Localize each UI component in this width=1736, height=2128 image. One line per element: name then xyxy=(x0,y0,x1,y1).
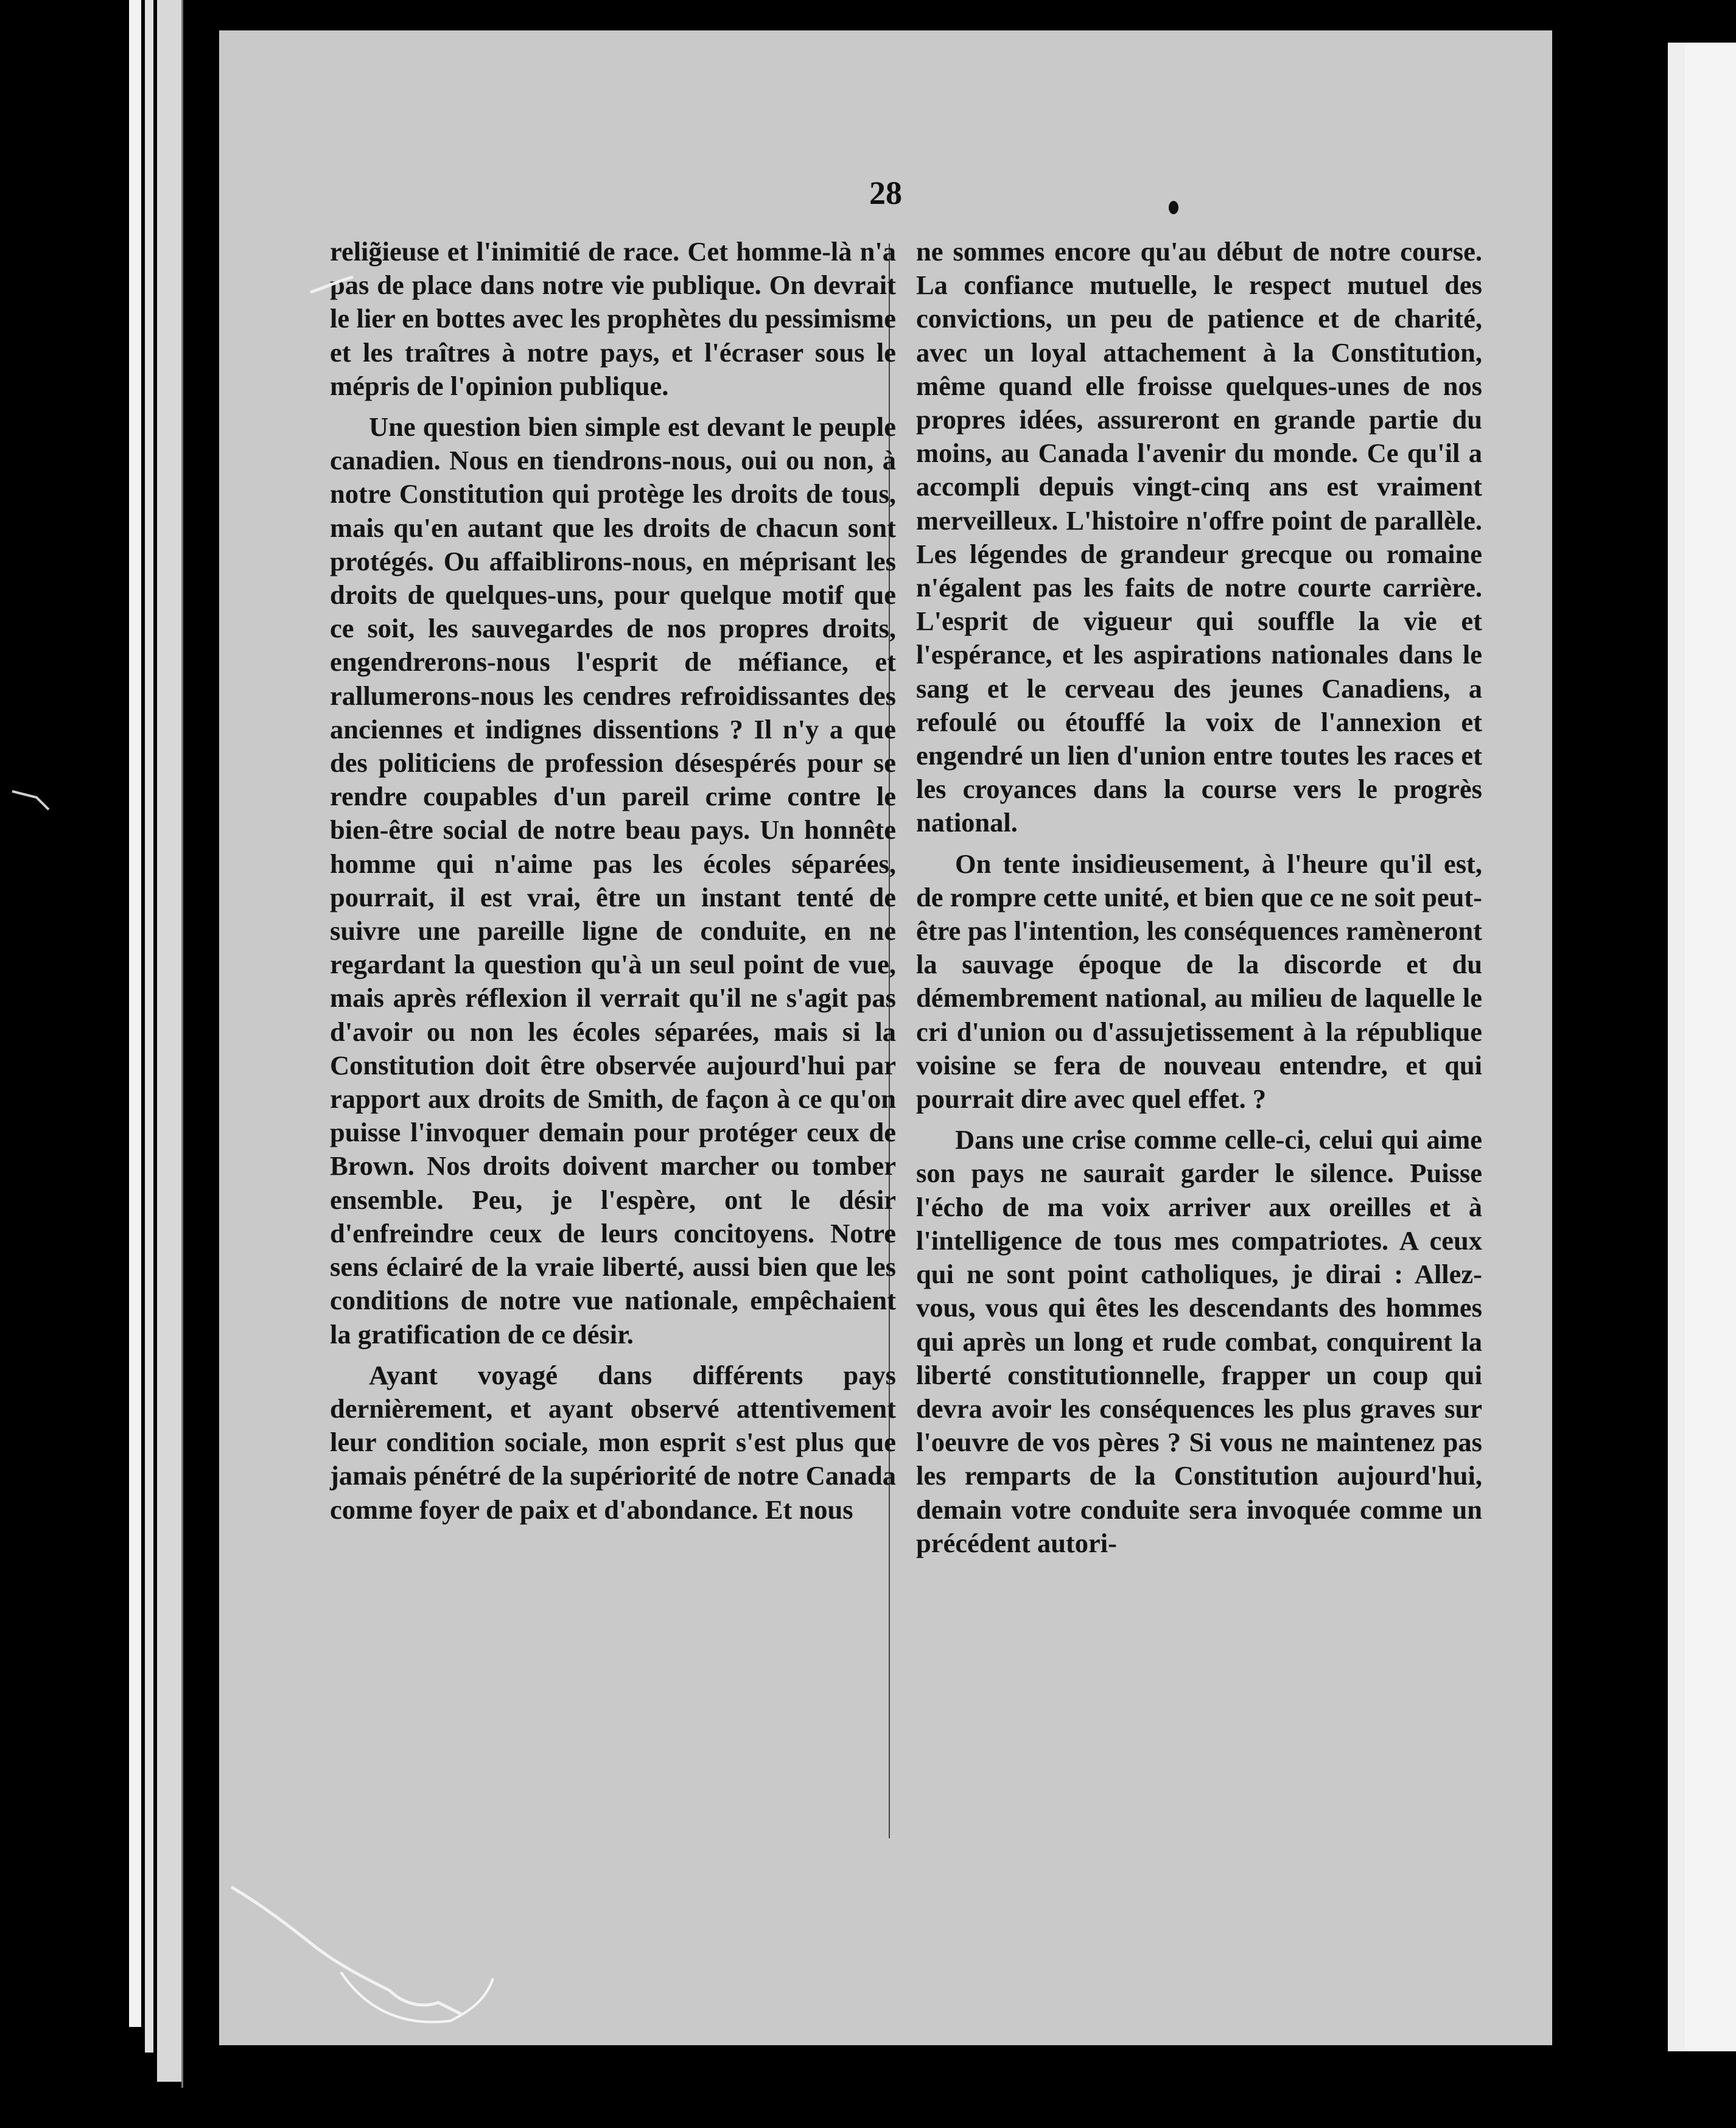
adjacent-page-inner xyxy=(1685,43,1736,2051)
page-edge xyxy=(157,0,181,2082)
page-edge-line xyxy=(181,0,183,2088)
hair-artifact xyxy=(12,791,49,810)
page-edge xyxy=(145,0,153,2053)
paragraph: ne sommes encore qu'au début de notre course. La confiance mutuelle, le respect mutuel des convictions, un peu de patience et de charité, avec un loyal attachement à la Constitution, même quand elle froisse quelques-unes de nos propres idées, assureront en grande partie du moins, au Canada l'avenir du monde. Ce qu'il a accompli depuis vingt-cinq ans est vraiment merveilleux. L'histoire n'offre point de parallèle. Les légendes de grandeur grecque ou romaine n'égalent pas les faits de notre courte carrière. L'esprit de vigueur qui souffle la vie et l'espérance, et les aspirations nationales dans le sang et le cerveau des jeunes Canadiens, a refoulé ou étouffé la voix de l'annexion et engendré un lien d'union entre toutes les races et les croyances dans la course vers le progrès national. xyxy=(916,236,1482,838)
page-number: 28 xyxy=(869,175,902,211)
paragraph: Ayant voyagé dans différents pays dernièrement, et ayant observé attentivement leur condition sociale, mon esprit s'est plus que jamais pénétré de la supériorité de notre Canada comme foyer de paix et d'abondance. Et nous xyxy=(330,1359,896,1525)
paragraph: Une question bien simple est devant le peuple canadien. Nous en tiendrons-nous, oui ou non, à notre Constitution qui protège les droits de tous, mais qu'en autant que les droits de chacun sont protégés. Ou affaiblirons-nous, en méprisant les droits de quelques-uns, pour quelque motif que ce soit, les sauvegardes de nos propres droits, engendrerons-nous l'esprit de méfiance, et rallumerons-nous les cendres refroidissantes des anciennes et indignes dissentions ? Il n'y a que des politiciens de profession désespérés pour se rendre coupables d'un pareil crime contre le bien-être social de notre beau pays. Un honnête homme qui n'aime pas les écoles séparées, pourrait, il est vrai, être un instant tenté de suivre une pareille ligne de conduite, en ne regardant la question qu'à un seul point de vue, mais après réflexion il verrait qu'il ne s'agit pas d'avoir ou non les écoles séparées, mais si la Constitution doit être observée aujourd'hui par rapport aux droits de Smith, de façon à ce qu'on puisse l'invoquer demain pour protéger ceux de Brown. Nos droits doivent marcher ou tomber ensemble. Peu, je l'espère, ont le désir d'enfreindre ceux de leurs concitoyens. Notre sens éclairé de la vraie liberté, aussi bien que les conditions de notre vue nationale, empêchaient la gratification de ce désir. xyxy=(330,411,896,1349)
paragraph: On tente insidieusement, à l'heure qu'il est, de rompre cette unité, et bien que ce ne soit peut-être pas l'intention, les conséquences ramèneront la sauvage époque de la discorde et du démembrement national, au milieu de laquelle le cri d'union ou d'assujetissement à la république voisine se fera de nouveau entendre, et qui pourrait dire avec quel effet. ? xyxy=(916,848,1482,1115)
page-edge xyxy=(129,0,141,2027)
right-column xyxy=(916,235,1482,1560)
paragraph: relig̃ieuse et l'inimitié de race. Cet homme-là n'a pas de place dans notre vie publique. On devrait le lier en bottes avec les prophètes du pessimisme et les traîtres à notre pays, et l'écraser sous le mépris de l'opinion publique. xyxy=(330,236,896,401)
paragraph: Dans une crise comme celle-ci, celui qui aime son pays ne saurait garder le silence. Puisse l'écho de ma voix arriver aux oreilles et à l'intelligence de tous mes compatriotes. A ceux qui ne sont point catholiques, je dirai : Allez-vous, vous qui êtes les descendants des hommes qui après un long et rude combat, conquirent la liberté constitutionnelle, frapper un coup qui devra avoir les conséquences les plus graves sur l'oeuvre de vos pères ? Si vous ne maintenez pas les remparts de la Constitution aujourd'hui, demain votre conduite sera invoquée comme un précédent autori- xyxy=(916,1124,1482,1558)
ink-dot xyxy=(1169,201,1178,214)
left-column xyxy=(330,235,896,1527)
printed-page xyxy=(219,30,1552,2045)
